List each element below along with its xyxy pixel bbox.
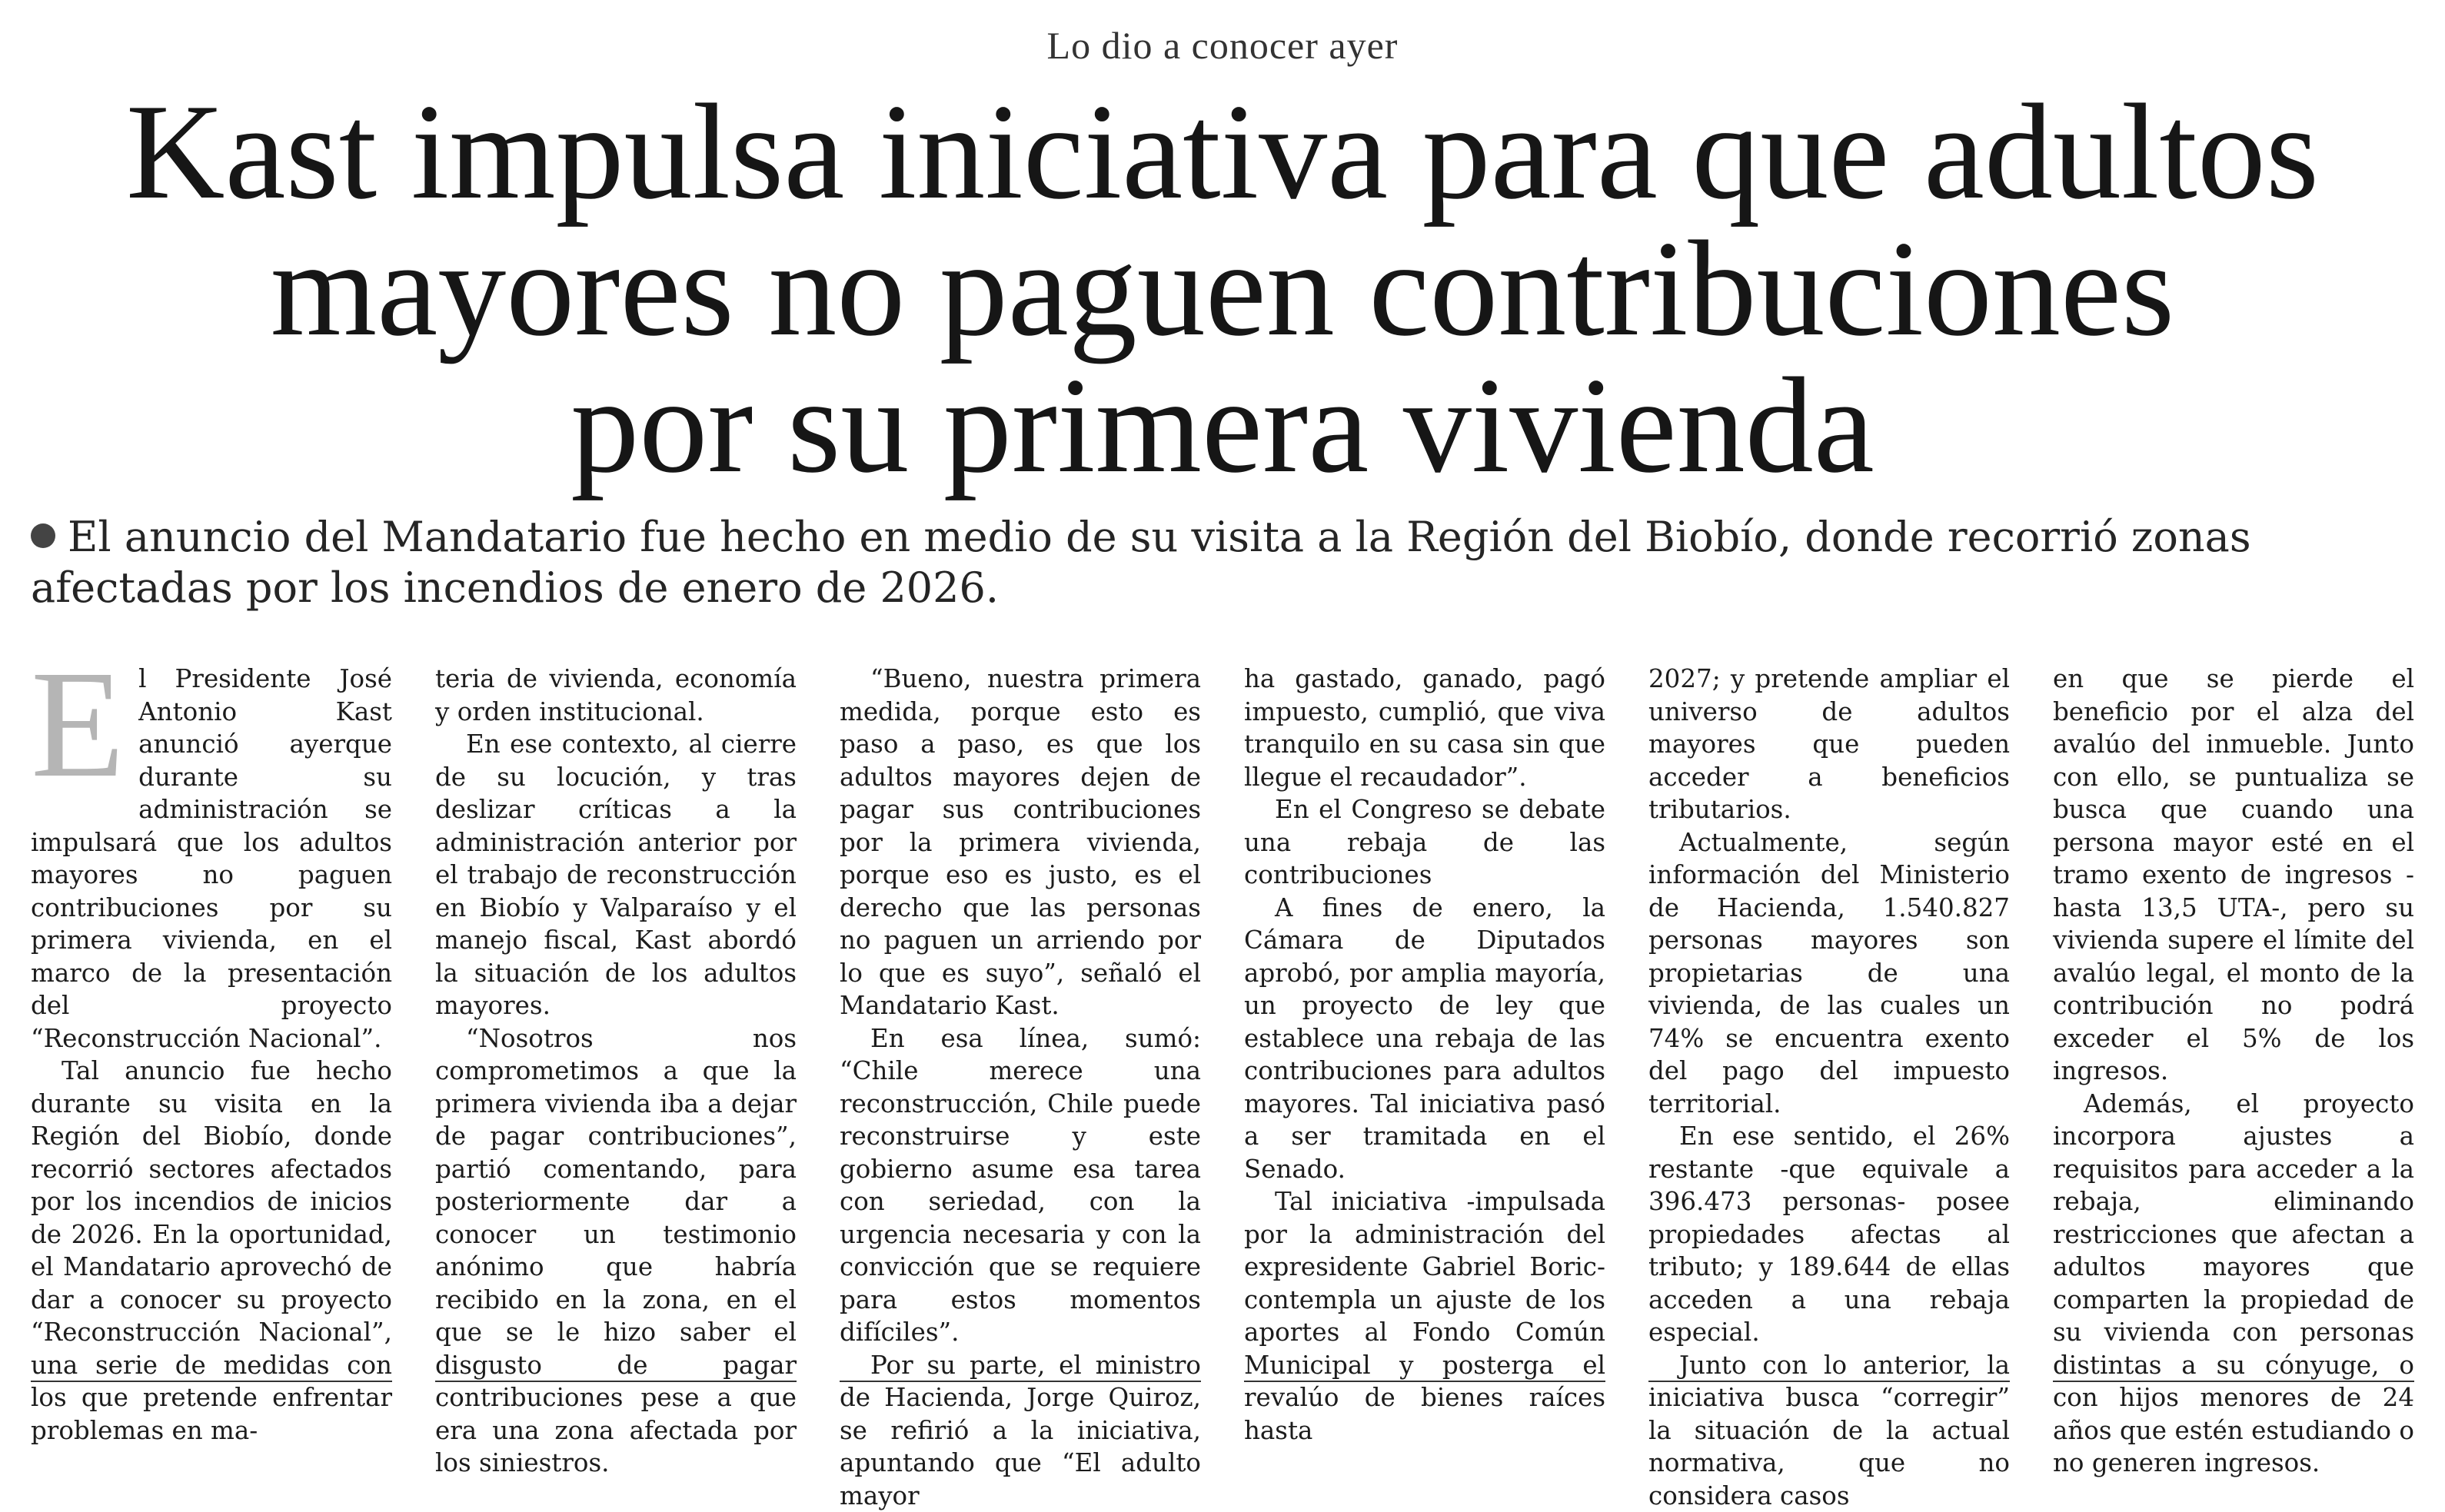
paragraph: 2027; y pretende ampliar el universo de adultos mayores que pueden acceder a beneficios tributarios. bbox=[1648, 663, 2010, 826]
headline-line-2: mayores no paguen contribuciones bbox=[0, 220, 2445, 357]
paragraph: Actualmente, según información del Ministerio de Hacienda, 1.540.827 personas mayores son propietarias de una vivienda, de las cuales un 74% se encuentra exento del pago del impuesto territorial. bbox=[1648, 826, 2010, 1121]
paragraph: “Nosotros nos comprometimos a que la primera vivienda iba a dejar de pagar contribuciones”, partió comentando, para posteriormente dar a conocer un testimonio anónimo que habría recibido en la zona, en el que se le hizo saber el disgusto de pagar contribuciones pese a que era una zona afectada por los siniestros. bbox=[435, 1022, 797, 1480]
kicker: Lo dio a conocer ayer bbox=[0, 23, 2445, 68]
paragraph: “Bueno, nuestra primera medida, porque esto es paso a paso, es que los adultos mayores dejen de pagar sus contribuciones por la primera vivienda, porque eso es justo, es el derecho que las personas no paguen un arriendo por lo que es suyo”, señaló el Mandatario Kast. bbox=[840, 663, 1201, 1022]
paragraph: Tal anuncio fue hecho durante su visita en la Región del Biobío, donde recorrió sectores afectados por los incendios de inicios de 2026. En la oportunidad, el Mandatario aprovechó de dar a conocer su proyecto “Reconstrucción Nacional”, una serie de medidas con los que pretende enfrentar problemas en ma- bbox=[31, 1055, 392, 1447]
column-6 bbox=[2053, 663, 2414, 1382]
column-4 bbox=[1244, 663, 1605, 1382]
article-body bbox=[31, 663, 2414, 1401]
column-3 bbox=[840, 663, 1201, 1382]
paragraph: En ese sentido, el 26% restante -que equivale a 396.473 personas- posee propiedades afectas al tributo; y 189.644 de ellas acceden a una rebaja especial. bbox=[1648, 1120, 2010, 1349]
deck-text: El anuncio del Mandatario fue hecho en medio de su visita a la Región del Biobío, donde recorrió zonas afectadas por los incendios de enero de 2026. bbox=[31, 513, 2251, 612]
bullet-icon bbox=[31, 523, 55, 548]
dropcap: E bbox=[31, 667, 125, 795]
headline-line-3: por su primera vivienda bbox=[0, 357, 2445, 493]
paragraph: Tal iniciativa -impulsada por la administración del expresidente Gabriel Boric- contempla un ajuste de los aportes al Fondo Común Municipal y posterga el revalúo de bienes raíces hasta bbox=[1244, 1185, 1605, 1447]
paragraph: A fines de enero, la Cámara de Diputados aprobó, por amplia mayoría, un proyecto de ley que establece una rebaja de las contribuciones para adultos mayores. Tal iniciativa pasó a ser tramitada en el Senado. bbox=[1244, 892, 1605, 1186]
paragraph: l Presidente José Antonio Kast anunció ayerque durante su administración se impulsará que los adultos mayores no paguen contribuciones por su primera vivienda, en el marco de la presentación del proyecto “Reconstrucción Nacional”. bbox=[31, 663, 392, 1055]
headline-line-1: Kast impulsa iniciativa para que adultos bbox=[0, 83, 2445, 220]
paragraph: ha gastado, ganado, pagó impuesto, cumplió, que viva tranquilo en su casa sin que llegue el recaudador”. bbox=[1244, 663, 1605, 793]
column-2 bbox=[435, 663, 797, 1382]
column-5 bbox=[1648, 663, 2010, 1382]
paragraph: Junto con lo anterior, la iniciativa busca “corregir” la situación de la actual normativa, que no considera casos bbox=[1648, 1349, 2010, 1512]
headline bbox=[0, 83, 2445, 493]
subheading: En el Congreso se debate una rebaja de las contribuciones bbox=[1244, 793, 1605, 892]
paragraph: En ese contexto, al cierre de su locución, y tras deslizar críticas a la administración anterior por el trabajo de reconstrucción en Biobío y Valparaíso y el manejo fiscal, Kast abordó la situación de los adultos mayores. bbox=[435, 728, 797, 1022]
paragraph: teria de vivienda, economía y orden institucional. bbox=[435, 663, 797, 728]
column-1 bbox=[31, 663, 392, 1382]
paragraph: En esa línea, sumó: “Chile merece una reconstrucción, Chile puede reconstruirse y este gobierno asume esa tarea con seriedad, con la urgencia necesaria y con la convicción que se requiere para estos momentos difíciles”. bbox=[840, 1022, 1201, 1349]
paragraph: en que se pierde el beneficio por el alza del avalúo del inmueble. Junto con ello, se puntualiza se busca que cuando una persona mayor esté en el tramo exento de ingresos -hasta 13,5 UTA-, pero su vivienda supere el límite del avalúo legal, el monto de la contribución no podrá exceder el 5% de los ingresos. bbox=[2053, 663, 2414, 1088]
deck bbox=[31, 512, 2414, 613]
paragraph: Por su parte, el ministro de Hacienda, Jorge Quiroz, se refirió a la iniciativa, apuntando que “El adulto mayor bbox=[840, 1349, 1201, 1512]
paragraph: Además, el proyecto incorpora ajustes a requisitos para acceder a la rebaja, eliminando restricciones que afectan a adultos mayores que comparten la propiedad de su vivienda con personas distintas a su cónyuge, o con hijos menores de 24 años que estén estudiando o no generen ingresos. bbox=[2053, 1088, 2414, 1480]
